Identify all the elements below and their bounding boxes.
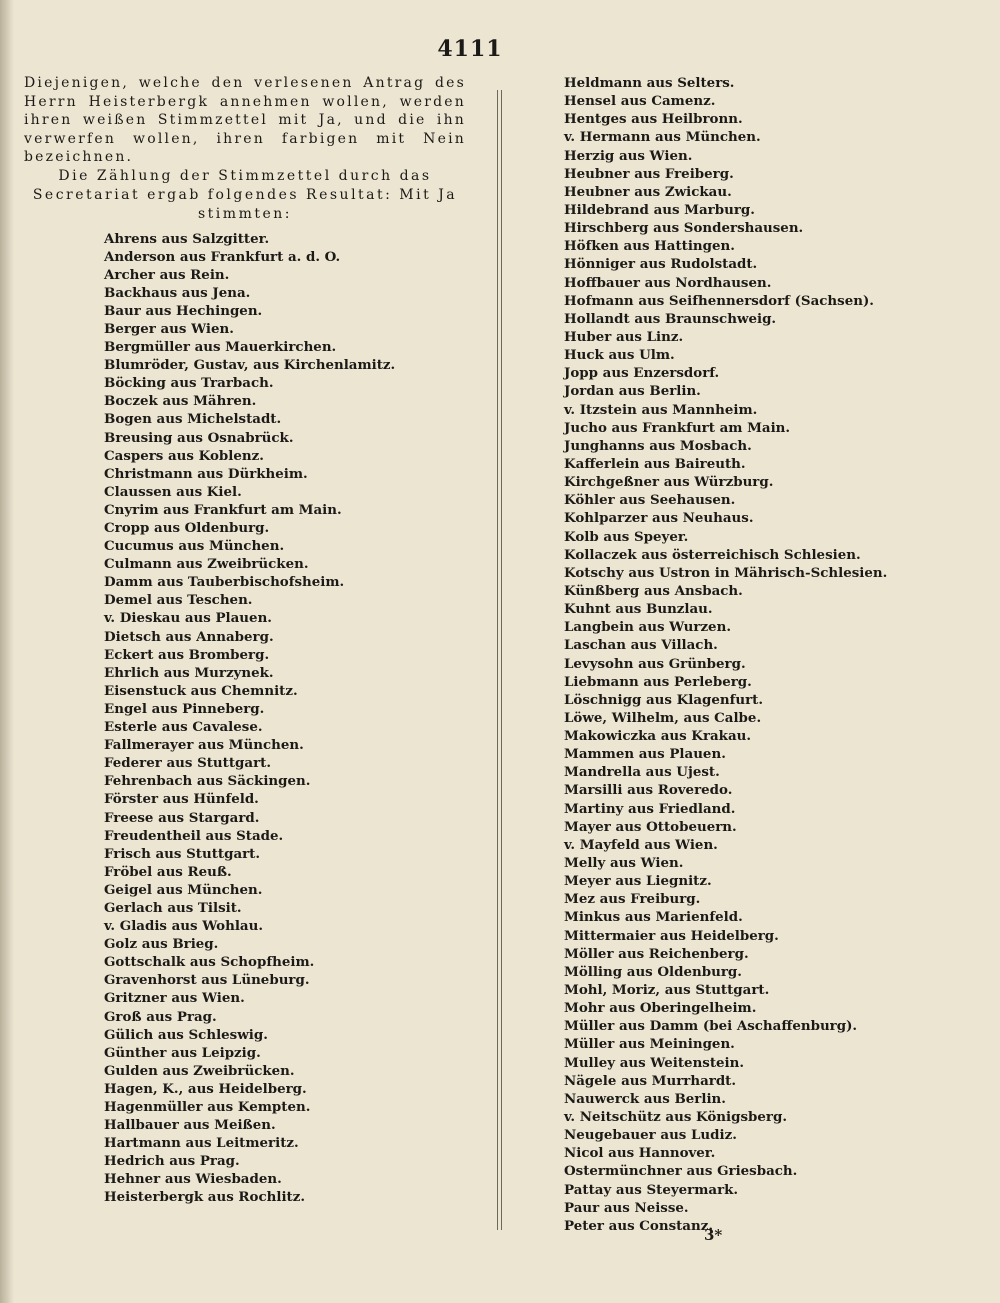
left-column [24,74,466,1207]
member-entry: Möller aus Reichenberg. [564,945,749,962]
member-entry: Künßberg aus Ansbach. [564,582,743,599]
member-entry: Martiny aus Friedland. [564,800,736,817]
member-entry: Bergmüller aus Mauerkirchen. [104,339,337,356]
member-entry: Eckert aus Bromberg. [104,646,270,663]
member-entry: Breusing aus Osnabrück. [104,429,294,446]
member-entry: Hehner aus Wiesbaden. [104,1171,282,1188]
member-entry: Christmann aus Dürkheim. [104,465,308,482]
member-entry: v. Dieskau aus Plauen. [104,610,272,627]
member-entry: Gritzner aus Wien. [104,990,245,1007]
member-entry: Löwe, Wilhelm, aus Calbe. [564,709,762,726]
member-entry: Gülich aus Schleswig. [104,1026,268,1043]
member-entry: Archer aus Rein. [104,266,230,283]
member-entry: Hofmann aus Seifhennersdorf (Sachsen). [564,292,874,309]
member-entry: Köhler aus Seehausen. [564,492,736,509]
member-entry: Hollandt aus Braunschweig. [564,310,777,327]
right-column [564,74,888,1235]
member-entry: Jordan aus Berlin. [564,383,701,400]
member-entry: Mulley aus Weitenstein. [564,1054,745,1071]
member-entry: Engel aus Pinneberg. [104,700,265,717]
member-entry: Mayer aus Ottobeuern. [564,818,737,835]
member-entry: Huck aus Ulm. [564,347,675,364]
member-entry: Pattay aus Steyermark. [564,1181,739,1198]
member-entry: Herzig aus Wien. [564,147,693,164]
member-entry: Cucumus aus München. [104,538,285,555]
member-entry: Höfken aus Hattingen. [564,238,735,255]
member-entry: Boczek aus Mähren. [104,393,257,410]
member-entry: Jopp aus Enzersdorf. [564,365,720,382]
member-entry: Kotschy aus Ustron in Mährisch-Schlesien. [564,564,888,581]
member-entry: Culmann aus Zweibrücken. [104,556,309,573]
member-entry: Hagen, K., aus Heidelberg. [104,1080,307,1097]
member-entry: Minkus aus Marienfeld. [564,909,743,926]
member-entry: Esterle aus Cavalese. [104,719,263,736]
member-entry: Mandrella aus Ujest. [564,764,720,781]
member-entry: Nauwerck aus Berlin. [564,1090,726,1107]
column-divider [501,90,502,1230]
member-entry: Mölling aus Oldenburg. [564,963,742,980]
member-entry: Gottschalk aus Schopfheim. [104,954,315,971]
member-entry: Fröbel aus Reuß. [104,863,232,880]
member-entry: Heisterbergk aus Rochlitz. [104,1189,305,1206]
member-entry: Hallbauer aus Meißen. [104,1117,276,1134]
member-entry: Dietsch aus Annaberg. [104,628,274,645]
member-entry: v. Neitschütz aus Königsberg. [564,1109,787,1126]
member-entry: Blumröder, Gustav, aus Kirchenlamitz. [104,357,396,374]
member-entry: Paur aus Neisse. [564,1199,689,1216]
member-entry: Geigel aus München. [104,881,263,898]
member-entry: Caspers aus Koblenz. [104,447,264,464]
member-entry: Langbein aus Wurzen. [564,619,731,636]
member-entry: Kohlparzer aus Neuhaus. [564,510,754,527]
member-entry: Neugebauer aus Ludiz. [564,1127,737,1144]
member-entry: Gravenhorst aus Lüneburg. [104,972,310,989]
member-entry: Kuhnt aus Bunzlau. [564,601,713,618]
member-entry: Fallmerayer aus München. [104,737,304,754]
member-entry: Mez aus Freiburg. [564,891,701,908]
member-entry: Ostermünchner aus Griesbach. [564,1163,798,1180]
member-entry: Hirschberg aus Sondershausen. [564,220,804,237]
sheet-signature: 3* [704,1226,723,1244]
member-entry: Hartmann aus Leitmeritz. [104,1135,299,1152]
member-entry: Müller aus Meiningen. [564,1036,735,1053]
member-entry: Demel aus Teschen. [104,592,253,609]
member-entry: Huber aus Linz. [564,328,684,345]
member-entry: Böcking aus Trarbach. [104,375,274,392]
member-entry: Golz aus Brieg. [104,936,219,953]
member-entry: Gulden aus Zweibrücken. [104,1062,295,1079]
member-entry: Melly aus Wien. [564,855,684,872]
member-entry: Kolb aus Speyer. [564,528,689,545]
member-entry: Ehrlich aus Murzynek. [104,664,274,681]
member-entry: Backhaus aus Jena. [104,284,251,301]
member-entry: Löschnigg aus Klagenfurt. [564,691,764,708]
member-entry: Groß aus Prag. [104,1008,217,1025]
member-entry: Fehrenbach aus Säckingen. [104,773,311,790]
member-entry: Förster aus Hünfeld. [104,791,259,808]
member-entry: Anderson aus Frankfurt a. d. O. [104,248,341,265]
member-entry: Gerlach aus Tilsit. [104,899,242,916]
member-entry: Eisenstuck aus Chemnitz. [104,682,298,699]
member-entry: Mittermaier aus Heidelberg. [564,927,779,944]
member-entry: Freese aus Stargard. [104,809,260,826]
member-entry: Cropp aus Oldenburg. [104,520,270,536]
member-entry: Mammen aus Plauen. [564,746,726,763]
member-entry: Levysohn aus Grünberg. [564,655,746,672]
member-entry: Makowiczka aus Krakau. [564,728,752,745]
member-entry: Kafferlein aus Baireuth. [564,455,746,472]
member-entry: Heldmann aus Selters. [564,75,735,91]
member-entry: Hedrich aus Prag. [104,1153,240,1170]
column-divider [497,90,498,1230]
member-entry: Mohr aus Oberingelheim. [564,1000,757,1017]
member-entry: Damm aus Tauberbischofsheim. [104,574,345,591]
member-entry: Nägele aus Murrhardt. [564,1072,737,1089]
member-entry: Junghanns aus Mosbach. [564,437,752,454]
right-name-list [564,74,888,1235]
tally-result-heading: Die Zählung der Stimmzettel durch das Secretariat ergab folgendes Resultat: Mit Ja stimmten: [32,167,458,222]
member-entry: v. Hermann aus München. [564,129,761,146]
member-entry: Meyer aus Liegnitz. [564,873,712,890]
page-edge-shadow [0,0,14,1303]
intro-paragraph: Diejenigen, welche den verlesenen Antrag des Herrn Heisterbergk annehmen wollen, werden ihren weißen Stimmzettel mit Ja, und die ihn verwerfen wollen, ihren farbigen mit Nein bezeichnen. [24,75,466,165]
member-entry: Mohl, Moriz, aus Stuttgart. [564,982,770,999]
member-entry: Ahrens aus Salzgitter. [104,230,270,247]
member-entry: Claussen aus Kiel. [104,483,242,500]
member-entry: Müller aus Damm (bei Aschaffenburg). [564,1018,858,1035]
member-entry: Peter aus Constanz. [564,1217,713,1234]
member-entry: v. Mayfeld aus Wien. [564,836,718,853]
member-entry: Berger aus Wien. [104,320,234,337]
member-entry: Hildebrand aus Marburg. [564,201,755,218]
member-entry: Hensel aus Camenz. [564,93,716,110]
page-number: 4111 [437,36,503,62]
member-entry: Hentges aus Heilbronn. [564,111,743,128]
member-entry: Hoffbauer aus Nordhausen. [564,274,772,291]
member-entry: Heubner aus Freiberg. [564,165,734,182]
member-entry: v. Gladis aus Wohlau. [104,918,263,935]
member-entry: v. Itzstein aus Mannheim. [564,401,758,418]
member-entry: Cnyrim aus Frankfurt am Main. [104,501,342,518]
member-entry: Frisch aus Stuttgart. [104,845,261,862]
member-entry: Hönniger aus Rudolstadt. [564,256,758,273]
member-entry: Marsilli aus Roveredo. [564,782,733,799]
left-name-list [24,230,466,1207]
member-entry: Jucho aus Frankfurt am Main. [564,419,791,436]
member-entry: Liebmann aus Perleberg. [564,673,752,690]
member-entry: Laschan aus Villach. [564,637,718,654]
member-entry: Hagenmüller aus Kempten. [104,1099,311,1115]
member-entry: Kollaczek aus österreichisch Schlesien. [564,546,861,563]
member-entry: Bogen aus Michelstadt. [104,411,282,428]
member-entry: Nicol aus Hannover. [564,1145,716,1162]
member-entry: Freudentheil aus Stade. [104,827,284,844]
member-entry: Baur aus Hechingen. [104,302,263,319]
member-entry: Heubner aus Zwickau. [564,183,732,200]
member-entry: Kirchgeßner aus Würzburg. [564,474,774,491]
member-entry: Günther aus Leipzig. [104,1044,261,1061]
member-entry: Federer aus Stuttgart. [104,755,271,772]
